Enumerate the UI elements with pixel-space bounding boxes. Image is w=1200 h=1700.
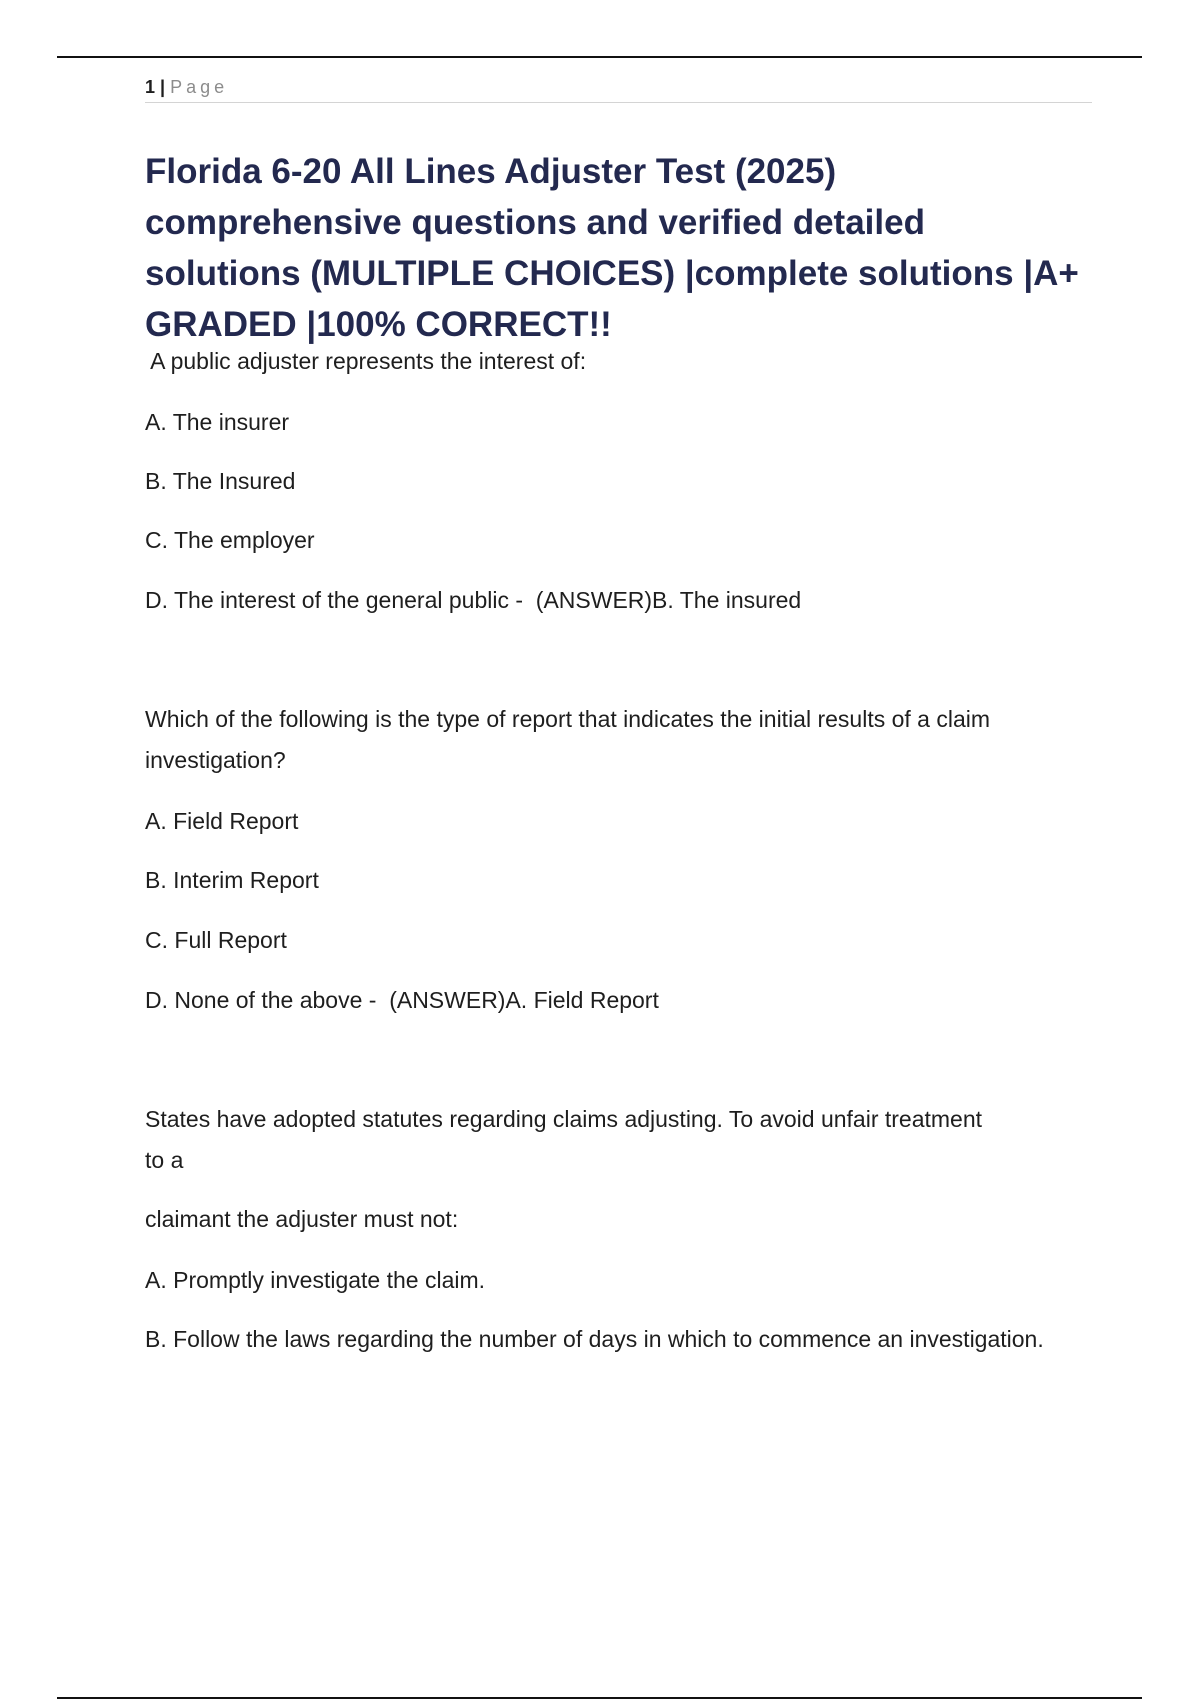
question-3-option-a: A. Promptly investigate the claim. (145, 1267, 486, 1293)
question-1-option-b: B. The Insured (145, 468, 296, 494)
question-2-option-c: C. Full Report (145, 927, 287, 953)
top-rule (57, 56, 1142, 58)
question-3-stem-part-2: claimant the adjuster must not: (145, 1206, 459, 1232)
question-3-stem-part-1: States have adopted statutes regarding claims adjusting. To avoid unfair treatment to a (145, 1106, 983, 1173)
question-2-option-b: B. Interim Report (145, 867, 319, 893)
question-3-option-b: B. Follow the laws regarding the number of days in which to commence an investigation. (145, 1326, 1044, 1352)
question-2-option-a: A. Field Report (145, 808, 299, 834)
question-1-stem: A public adjuster represents the interest of: (145, 348, 587, 374)
question-2-option-d-answer: D. None of the above - (ANSWER)A. Field Report (145, 987, 659, 1013)
question-1-option-a: A. The insurer (145, 409, 290, 435)
question-2-stem: Which of the following is the type of report that indicates the initial results of a claim investigation? (145, 706, 991, 773)
page-number: 1 (145, 77, 156, 97)
page-separator: | (160, 77, 166, 97)
question-1-option-c: C. The employer (145, 527, 315, 553)
bottom-rule (57, 1697, 1142, 1699)
page-header (145, 75, 1092, 103)
page-label: Page (170, 77, 229, 97)
document-title: Florida 6-20 All Lines Adjuster Test (2025) comprehensive questions and verified detailed solutions (MULTIPLE CHOICES) |complete solutions |A+ GRADED |100% CORRECT!! (145, 152, 1079, 344)
question-1-option-d-answer: D. The interest of the general public - (ANSWER)B. The insured (145, 587, 802, 613)
